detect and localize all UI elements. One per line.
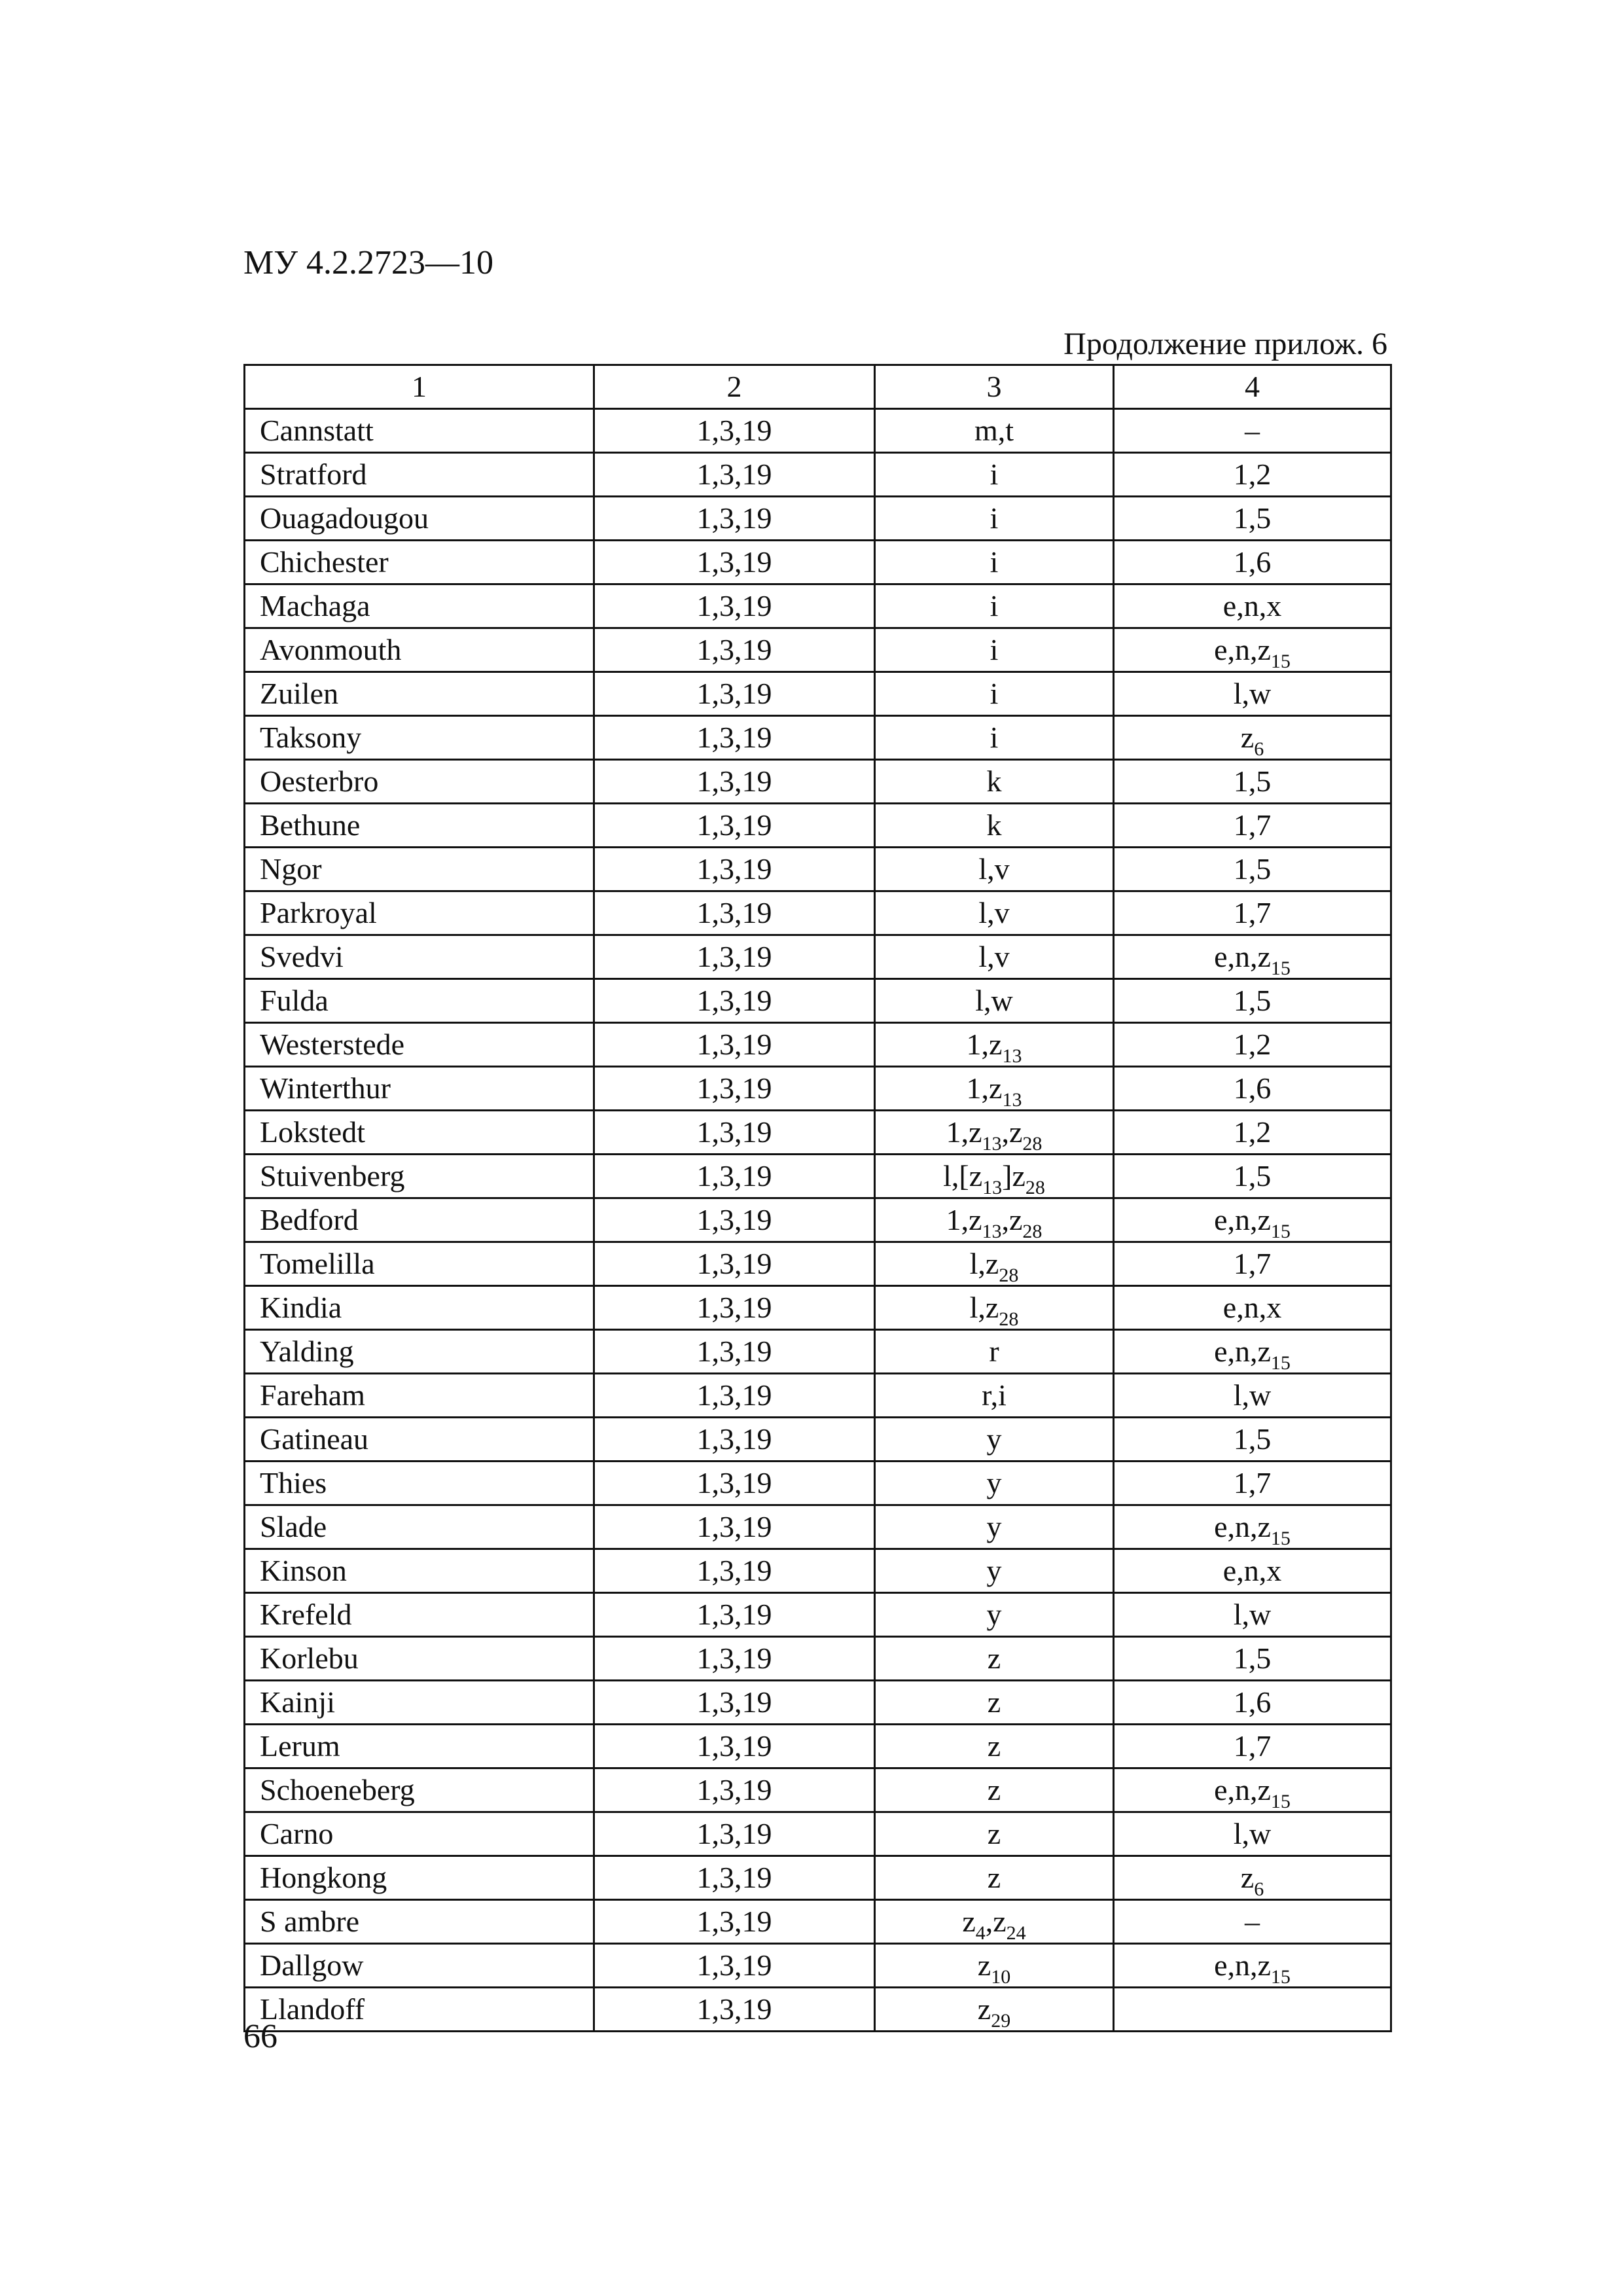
h-antigen-phase2-cell: 1,7 [1114,1462,1391,1505]
h-antigen-phase1-cell: y [875,1462,1114,1505]
h-antigen-phase1-cell: l,w [875,979,1114,1023]
serovar-name-cell: Avonmouth [245,628,594,672]
serovar-name-cell: Stratford [245,453,594,497]
o-antigen-cell: 1,3,19 [594,1637,875,1681]
h-antigen-phase1-cell: $l,[z_{13}]z_{28}$ [875,1155,1114,1198]
serovar-name-cell: Llandoff [245,1988,594,2032]
h-antigen-phase1-cell: i [875,628,1114,672]
h-antigen-phase1-cell: l,v [875,935,1114,979]
h-antigen-phase1-cell: $z_{29}$ [875,1988,1114,2032]
o-antigen-cell: 1,3,19 [594,541,875,584]
h-antigen-phase2-cell: e,n,x [1114,584,1391,628]
o-antigen-cell: 1,3,19 [594,453,875,497]
o-antigen-cell: 1,3,19 [594,1944,875,1988]
table-row [245,1330,1391,1374]
h-antigen-phase2-cell: – [1114,409,1391,453]
serovar-name-cell: Oesterbro [245,760,594,804]
h-antigen-phase1-cell: i [875,716,1114,760]
h-antigen-phase2-cell: 1,5 [1114,848,1391,891]
table-row [245,1198,1391,1242]
serovar-name-cell: Svedvi [245,935,594,979]
h-antigen-phase1-cell: i [875,497,1114,541]
h-antigen-phase2-cell: 1,7 [1114,1242,1391,1286]
o-antigen-cell: 1,3,19 [594,672,875,716]
h-antigen-phase2-cell: $e,n,z_{15}$ [1114,1944,1391,1988]
h-antigen-phase2-cell: l,w [1114,1374,1391,1418]
table-row [245,1111,1391,1155]
table-row [245,804,1391,848]
h-antigen-phase1-cell: i [875,584,1114,628]
serovar-name-cell: Stuivenberg [245,1155,594,1198]
h-antigen-phase1-cell: k [875,760,1114,804]
h-antigen-phase1-cell: r [875,1330,1114,1374]
o-antigen-cell: 1,3,19 [594,1856,875,1900]
table-row [245,1593,1391,1637]
h-antigen-phase2-cell: e,n,x [1114,1549,1391,1593]
page-number: 66 [243,2018,277,2055]
h-antigen-phase1-cell: y [875,1593,1114,1637]
table-row [245,1462,1391,1505]
o-antigen-cell: 1,3,19 [594,497,875,541]
table-row [245,891,1391,935]
serovar-name-cell: Kainji [245,1681,594,1725]
table-row [245,1856,1391,1900]
o-antigen-cell: 1,3,19 [594,1768,875,1812]
serovar-name-cell: Ouagadougou [245,497,594,541]
serovar-name-cell: Westerstede [245,1023,594,1067]
serovar-name-cell: Ngor [245,848,594,891]
h-antigen-phase2-cell: l,w [1114,1593,1391,1637]
h-antigen-phase2-cell: 1,2 [1114,453,1391,497]
h-antigen-phase2-cell: 1,7 [1114,891,1391,935]
h-antigen-phase1-cell: z [875,1768,1114,1812]
table-row [245,1768,1391,1812]
serovar-name-cell: Carno [245,1812,594,1856]
serovar-name-cell: Bethune [245,804,594,848]
table-row [245,1637,1391,1681]
serovar-name-cell: Korlebu [245,1637,594,1681]
h-antigen-phase2-cell: 1,5 [1114,760,1391,804]
o-antigen-cell: 1,3,19 [594,1242,875,1286]
o-antigen-cell: 1,3,19 [594,1374,875,1418]
serovar-name-cell: Fulda [245,979,594,1023]
table-row [245,1812,1391,1856]
h-antigen-phase1-cell: l,v [875,848,1114,891]
o-antigen-cell: 1,3,19 [594,979,875,1023]
table-body [245,409,1391,2032]
table-row [245,1374,1391,1418]
h-antigen-phase1-cell: z [875,1637,1114,1681]
o-antigen-cell: 1,3,19 [594,1505,875,1549]
h-antigen-phase2-cell: 1,5 [1114,1637,1391,1681]
table-row [245,979,1391,1023]
table-header-row [245,365,1391,409]
table-row [245,1242,1391,1286]
table-row [245,453,1391,497]
serovar-name-cell: Lerum [245,1725,594,1768]
column-header: 1 [245,365,594,409]
h-antigen-phase1-cell: z [875,1681,1114,1725]
h-antigen-phase1-cell: l,v [875,891,1114,935]
o-antigen-cell: 1,3,19 [594,1462,875,1505]
o-antigen-cell: 1,3,19 [594,409,875,453]
h-antigen-phase2-cell: 1,2 [1114,1111,1391,1155]
h-antigen-phase2-cell: 1,7 [1114,1725,1391,1768]
o-antigen-cell: 1,3,19 [594,848,875,891]
serovar-name-cell: Gatineau [245,1418,594,1462]
table-row [245,1286,1391,1330]
h-antigen-phase1-cell: y [875,1418,1114,1462]
o-antigen-cell: 1,3,19 [594,1593,875,1637]
h-antigen-phase1-cell: $1,z_{13}$ [875,1067,1114,1111]
table-row [245,1725,1391,1768]
o-antigen-cell: 1,3,19 [594,1418,875,1462]
o-antigen-cell: 1,3,19 [594,1900,875,1944]
table-row [245,1900,1391,1944]
table-row [245,628,1391,672]
h-antigen-phase2-cell: $e,n,z_{15}$ [1114,1768,1391,1812]
o-antigen-cell: 1,3,19 [594,1198,875,1242]
serovar-name-cell: Machaga [245,584,594,628]
o-antigen-cell: 1,3,19 [594,1155,875,1198]
serovar-name-cell: Dallgow [245,1944,594,1988]
table-row [245,760,1391,804]
h-antigen-phase2-cell: $e,n,z_{15}$ [1114,1198,1391,1242]
h-antigen-phase1-cell: y [875,1505,1114,1549]
serovar-name-cell: Tomelilla [245,1242,594,1286]
h-antigen-phase1-cell: $1,z_{13}$ [875,1023,1114,1067]
o-antigen-cell: 1,3,19 [594,804,875,848]
table-row [245,1155,1391,1198]
h-antigen-phase1-cell: $z_{10}$ [875,1944,1114,1988]
h-antigen-phase2-cell: 1,5 [1114,1418,1391,1462]
h-antigen-phase1-cell: y [875,1549,1114,1593]
o-antigen-cell: 1,3,19 [594,1681,875,1725]
serovar-name-cell: S ambre [245,1900,594,1944]
serovar-name-cell: Fareham [245,1374,594,1418]
table-row [245,409,1391,453]
table-row [245,1418,1391,1462]
table-row [245,1549,1391,1593]
h-antigen-phase2-cell: 1,7 [1114,804,1391,848]
h-antigen-phase1-cell: z [875,1812,1114,1856]
serovar-name-cell: Lokstedt [245,1111,594,1155]
table-row [245,672,1391,716]
o-antigen-cell: 1,3,19 [594,1111,875,1155]
h-antigen-phase2-cell: 1,6 [1114,1067,1391,1111]
h-antigen-phase1-cell: $l,z_{28}$ [875,1242,1114,1286]
table-row [245,1988,1391,2032]
o-antigen-cell: 1,3,19 [594,760,875,804]
column-header: 3 [875,365,1114,409]
table-row [245,716,1391,760]
table-row [245,1681,1391,1725]
table-row [245,935,1391,979]
serovar-name-cell: Krefeld [245,1593,594,1637]
h-antigen-phase1-cell: z [875,1725,1114,1768]
serovar-name-cell: Kindia [245,1286,594,1330]
o-antigen-cell: 1,3,19 [594,1067,875,1111]
h-antigen-phase2-cell: 1,6 [1114,1681,1391,1725]
table-row [245,1505,1391,1549]
o-antigen-cell: 1,3,19 [594,1023,875,1067]
o-antigen-cell: 1,3,19 [594,1988,875,2032]
serovar-name-cell: Zuilen [245,672,594,716]
serovar-name-cell: Bedford [245,1198,594,1242]
h-antigen-phase2-cell: l,w [1114,672,1391,716]
o-antigen-cell: 1,3,19 [594,716,875,760]
h-antigen-phase2-cell: 1,2 [1114,1023,1391,1067]
document-code: МУ 4.2.2723—10 [243,244,494,281]
o-antigen-cell: 1,3,19 [594,1330,875,1374]
table-row [245,497,1391,541]
serovar-name-cell: Thies [245,1462,594,1505]
h-antigen-phase1-cell: $1,z_{13},z_{28}$ [875,1111,1114,1155]
h-antigen-phase2-cell: 1,6 [1114,541,1391,584]
h-antigen-phase2-cell: 1,5 [1114,1155,1391,1198]
h-antigen-phase2-cell: e,n,x [1114,1286,1391,1330]
h-antigen-phase1-cell: i [875,672,1114,716]
h-antigen-phase1-cell: k [875,804,1114,848]
h-antigen-phase2-cell: $e,n,z_{15}$ [1114,935,1391,979]
h-antigen-phase2-cell [1114,1988,1391,2032]
table-row [245,1944,1391,1988]
serovar-name-cell: Yalding [245,1330,594,1374]
h-antigen-phase1-cell: i [875,541,1114,584]
h-antigen-phase1-cell: $l,z_{28}$ [875,1286,1114,1330]
o-antigen-cell: 1,3,19 [594,584,875,628]
h-antigen-phase2-cell: 1,5 [1114,979,1391,1023]
serovar-table [243,364,1392,2032]
o-antigen-cell: 1,3,19 [594,1286,875,1330]
h-antigen-phase2-cell: $e,n,z_{15}$ [1114,1505,1391,1549]
o-antigen-cell: 1,3,19 [594,935,875,979]
serovar-name-cell: Winterthur [245,1067,594,1111]
h-antigen-phase1-cell: i [875,453,1114,497]
h-antigen-phase2-cell: $e,n,z_{15}$ [1114,628,1391,672]
table-row [245,584,1391,628]
h-antigen-phase2-cell: l,w [1114,1812,1391,1856]
h-antigen-phase1-cell: $1,z_{13},z_{28}$ [875,1198,1114,1242]
h-antigen-phase1-cell: z [875,1856,1114,1900]
o-antigen-cell: 1,3,19 [594,1725,875,1768]
column-header: 4 [1114,365,1391,409]
table-row [245,1023,1391,1067]
h-antigen-phase1-cell: $z_4,z_{24}$ [875,1900,1114,1944]
continuation-caption: Продолжение прилож. 6 [1063,327,1387,361]
h-antigen-phase2-cell: 1,5 [1114,497,1391,541]
table-row [245,1067,1391,1111]
serovar-name-cell: Kinson [245,1549,594,1593]
serovar-name-cell: Hongkong [245,1856,594,1900]
h-antigen-phase2-cell: $e,n,z_{15}$ [1114,1330,1391,1374]
serovar-name-cell: Schoeneberg [245,1768,594,1812]
table-row [245,541,1391,584]
h-antigen-phase2-cell: $z_6$ [1114,1856,1391,1900]
o-antigen-cell: 1,3,19 [594,1812,875,1856]
serovar-name-cell: Chichester [245,541,594,584]
h-antigen-phase2-cell: – [1114,1900,1391,1944]
o-antigen-cell: 1,3,19 [594,1549,875,1593]
serovar-name-cell: Slade [245,1505,594,1549]
o-antigen-cell: 1,3,19 [594,891,875,935]
h-antigen-phase1-cell: r,i [875,1374,1114,1418]
serovar-name-cell: Taksony [245,716,594,760]
serovar-name-cell: Cannstatt [245,409,594,453]
column-header: 2 [594,365,875,409]
table-row [245,848,1391,891]
h-antigen-phase1-cell: m,t [875,409,1114,453]
serovar-name-cell: Parkroyal [245,891,594,935]
o-antigen-cell: 1,3,19 [594,628,875,672]
h-antigen-phase2-cell: $z_6$ [1114,716,1391,760]
